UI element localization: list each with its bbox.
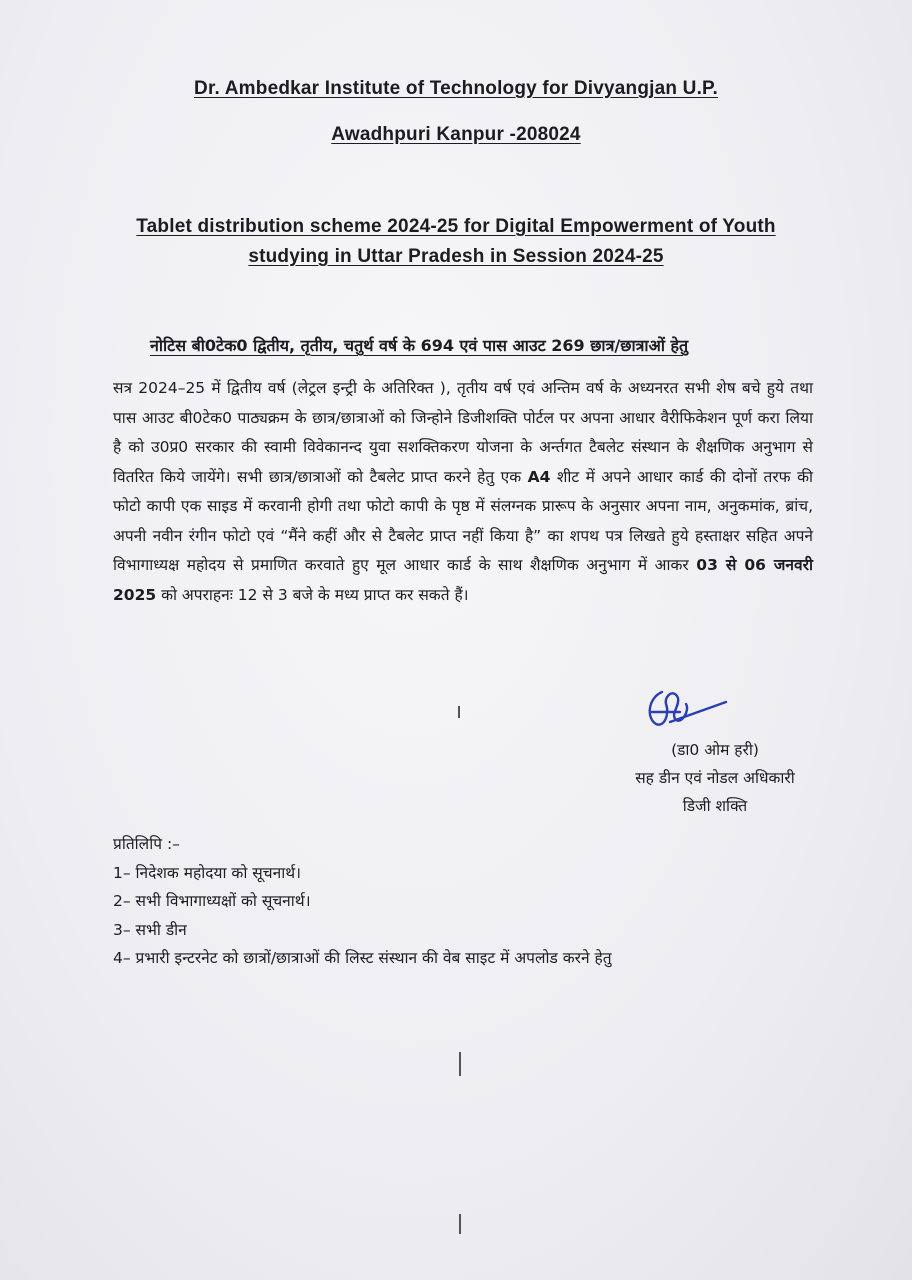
copy-to-section <box>113 830 813 973</box>
signatory-designation: सह डीन एवं नोडल अधिकारी <box>635 769 795 787</box>
copy-to-item: 4– प्रभारी इन्टरनेट को छात्रों/छात्राओं की लिस्ट संस्थान की वेब साइट में अपलोड करने हेतु <box>113 949 612 967</box>
copy-to-heading: प्रतिलिपि :– <box>113 835 180 853</box>
body-text-1: सत्र 2024–25 में द्वितीय वर्ष (लेट्रल इन्ट्री के अतिरिक्त ), तृतीय वर्ष एवं अन्तिम वर्ष के अध्यनरत सभी शेष बचे हुये तथा पास आउट बी0टेक0 पाठ्यक्रम के छात्र/छात्राओं को जिन्होने डिजीशक्ति पोर्टल पर अपना आधार वैरीफिकेशन पूर्ण करा लिया है को उ0प्र0 सरकार की स्वामी विवेकानन्द युवा सशक्तिकरण योजना के अर्न्तगत टैबलेट संस्थान के शैक्षणिक अनुभाग से वितरित किये जायेंगे। सभी छात्र/छात्राओं को टैबलेट प्राप्त करने हेतु एक <box>113 379 813 486</box>
notice-title: नोटिस बी0टेक0 द्वितीय, तृतीय, चतुर्थ वर्ष के 694 एवं पास आउट 269 छात्र/छात्राओं हेतु <box>150 336 689 355</box>
signature-block <box>580 684 850 820</box>
signatory-unit: डिजी शक्ति <box>682 797 748 815</box>
body-dates: 03 से 06 जनवरी 2025 <box>113 556 813 604</box>
copy-to-item: 2– सभी विभागाध्यक्षों को सूचनार्थ। <box>113 892 311 910</box>
copy-to-item: 1– निदेशक महोदया को सूचनार्थ। <box>113 863 301 882</box>
fold-mark <box>458 706 460 718</box>
fold-mark <box>459 1052 461 1076</box>
body-text-2: शीट में अपने आधार कार्ड की दोनों तरफ की फोटो कापी एक साइड में करवानी होगी तथा फोटो कापी के पृष्ठ में संलग्नक प्रारूप के अनुसार अपना नाम, अनुकमांक, ब्रांच, अपनी नवीन रंगीन फोटो एवं <box>113 467 813 545</box>
body-text-3: का शपथ पत्र लिखते हुये हस्ताक्षर सहित अपने विभागाध्यक्ष महोदय से प्रमाणित करवाते हुए मूल आधार कार्ड के साथ शैक्षणिक अनुभाग में आकर <box>113 526 813 574</box>
scheme-title-line2: studying in Uttar Pradesh in Session 2024-25 <box>248 246 664 267</box>
fold-mark <box>459 1214 461 1234</box>
scheme-title-line1: Tablet distribution scheme 2024-25 for Digital Empowerment of Youth <box>136 216 776 237</box>
institute-name: Dr. Ambedkar Institute of Technology for Divyangjan U.P. <box>194 78 718 99</box>
body-text-4: को अपराहनः 12 से 3 बजे के मध्य प्राप्त कर सकते हैं। <box>156 585 469 604</box>
institute-address: Awadhpuri Kanpur -208024 <box>331 124 581 145</box>
signature-mark <box>640 684 730 736</box>
signatory-name: (डा0 ओम हरी) <box>671 741 759 759</box>
body-a4: A4 <box>527 467 551 486</box>
body-oath-quote: “मैंने कहीं और से टैबलेट प्राप्त नहीं किया है” <box>280 526 542 545</box>
notice-body <box>113 374 813 610</box>
copy-to-item: 3– सभी डीन <box>113 920 187 939</box>
